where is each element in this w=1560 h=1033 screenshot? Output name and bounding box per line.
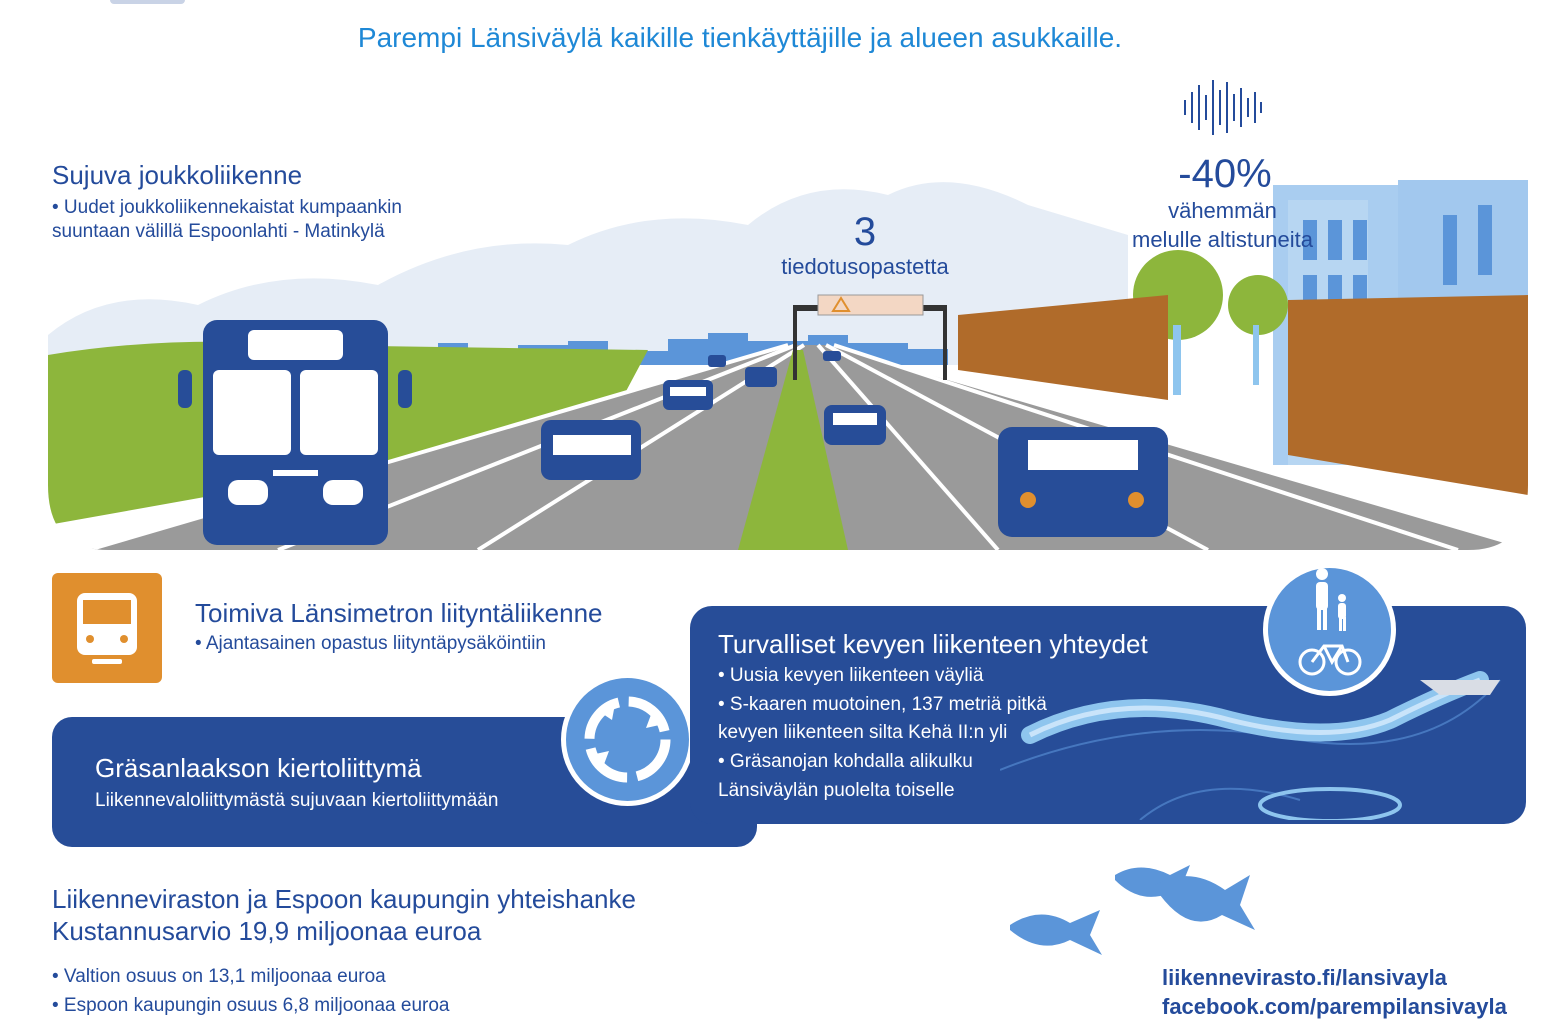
- roundabout-icon: [560, 672, 695, 807]
- signs-value: 3: [853, 210, 877, 254]
- noise-label-2: melulle altistuneita: [1132, 227, 1313, 252]
- noise-label-1: vähemmän: [1168, 198, 1277, 223]
- pedestrian-bicycle-icon: [1262, 562, 1397, 697]
- link-facebook[interactable]: facebook.com/parempilansivayla: [1162, 994, 1507, 1019]
- logo-fragment: [110, 0, 185, 4]
- light-traffic-line-4: • Gräsanojan kohdalla alikulku: [718, 751, 973, 772]
- project-title-1: Liikenneviraston ja Espoon kaupungin yhteishanke: [52, 884, 636, 914]
- metro-icon: [52, 573, 162, 683]
- noise-value: -40%: [1178, 152, 1272, 196]
- headline: Parempi Länsiväylä kaikille tienkäyttäjille ja alueen asukkaille.: [357, 22, 1123, 53]
- project-title-2: Kustannusarvio 19,9 miljoonaa euroa: [52, 916, 482, 946]
- fish-illustration: [1010, 855, 1260, 980]
- metro-title: Toimiva Länsimetron liityntäliikenne: [195, 598, 603, 628]
- light-traffic-line-3: kevyen liikenteen silta Kehä II:n yli: [718, 722, 1008, 743]
- light-traffic-line-2: • S-kaaren muotoinen, 137 metriä pitkä: [718, 694, 1047, 715]
- light-traffic-line-5: Länsiväylän puolelta toiselle: [718, 780, 955, 801]
- link-site[interactable]: liikennevirasto.fi/lansivayla: [1162, 965, 1447, 990]
- bus-icon: [178, 320, 412, 545]
- light-traffic-title: Turvalliset kevyen liikenteen yhteydet: [718, 629, 1148, 659]
- signs-label: tiedotusopastetta: [781, 254, 949, 279]
- project-bullet-2: • Espoon kaupungin osuus 6,8 miljoonaa euroa: [52, 995, 450, 1016]
- transit-bullet-2: suuntaan välillä Espoonlahti - Matinkylä: [52, 221, 385, 242]
- bridge-illustration: [1000, 650, 1520, 820]
- transit-bullet-1: • Uudet joukkoliikennekaistat kumpaankin: [52, 197, 402, 218]
- metro-bullet: • Ajantasainen opastus liityntäpysäköintiin: [195, 633, 546, 654]
- roundabout-subtitle: Liikennevaloliittymästä sujuvaan kiertoliittymään: [95, 790, 499, 811]
- project-bullet-1: • Valtion osuus on 13,1 miljoonaa euroa: [52, 966, 386, 987]
- transit-title: Sujuva joukkoliikenne: [52, 160, 303, 190]
- light-traffic-line-1: • Uusia kevyen liikenteen väyliä: [718, 665, 984, 686]
- sound-wave-icon: [1183, 80, 1263, 135]
- roundabout-title: Gräsanlaakson kiertoliittymä: [95, 753, 422, 783]
